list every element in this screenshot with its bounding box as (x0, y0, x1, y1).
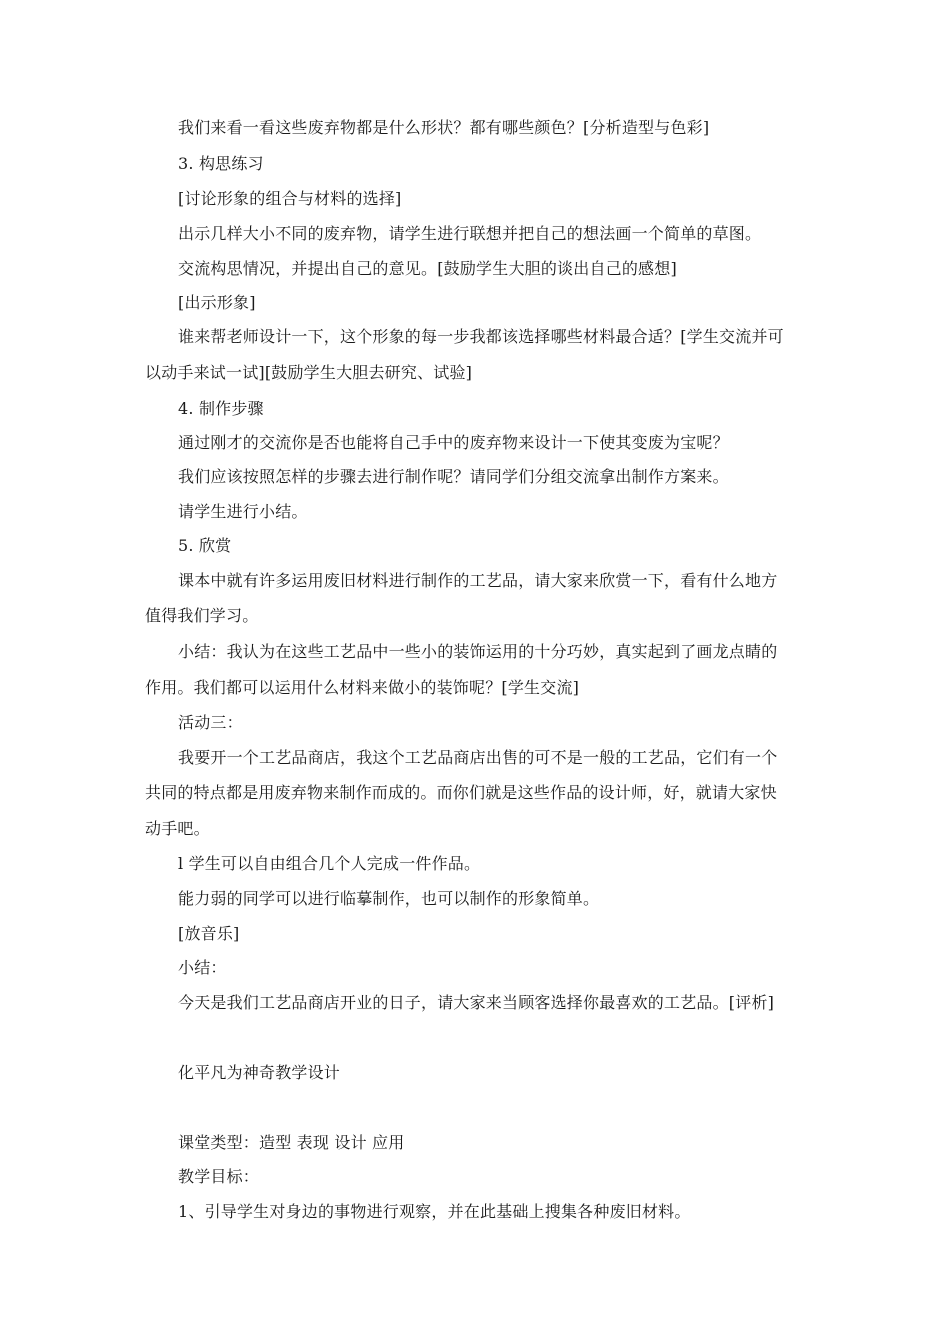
paragraph-line: 我们来看一看这些废弃物都是什么形状？都有哪些颜色？[分析造型与色彩] (178, 118, 710, 137)
paragraph-line: 能力弱的同学可以进行临摹制作，也可以制作的形象简单。 (178, 889, 600, 908)
paragraph-line: 出示几样大小不同的废弃物，请学生进行联想并把自己的想法画一个简单的草图。 (178, 224, 762, 243)
paragraph-line: 课堂类型：造型 表现 设计 应用 (178, 1133, 405, 1152)
paragraph-line: 以动手来试一试][鼓励学生大胆去研究、试验] (145, 363, 473, 382)
paragraph-line: 我要开一个工艺品商店，我这个工艺品商店出售的可不是一般的工艺品，它们有一个 (178, 748, 778, 767)
section-heading: 5. 欣赏 (178, 536, 232, 555)
paragraph-line: 小结：我认为在这些工艺品中一些小的装饰运用的十分巧妙，真实起到了画龙点睛的 (178, 642, 778, 661)
paragraph-line: [讨论形象的组合与材料的选择] (178, 189, 402, 208)
paragraph-line: [出示形象] (178, 293, 256, 312)
section-heading: 3. 构思练习 (178, 154, 264, 173)
paragraph-line: 1、引导学生对身边的事物进行观察，并在此基础上搜集各种废旧材料。 (178, 1202, 691, 1221)
paragraph-line: 小结： (178, 958, 227, 977)
paragraph-line: 今天是我们工艺品商店开业的日子，请大家来当顾客选择你最喜欢的工艺品。[评析] (178, 993, 775, 1012)
document-title: 化平凡为神奇教学设计 (178, 1063, 341, 1082)
paragraph-line: 共同的特点都是用废弃物来制作而成的。而你们就是这些作品的设计师，好，就请大家快 (145, 783, 777, 802)
paragraph-line: 通过刚才的交流你是否也能将自己手中的废弃物来设计一下使其变废为宝呢？ (178, 433, 729, 452)
paragraph-line: 值得我们学习。 (145, 606, 259, 625)
paragraph-line: 作用。我们都可以运用什么材料来做小的装饰呢？[学生交流] (145, 678, 580, 697)
paragraph-line: [放音乐] (178, 924, 240, 943)
paragraph-line: 教学目标： (178, 1167, 260, 1186)
paragraph-line: 动手吧。 (145, 819, 210, 838)
paragraph-line: 谁来帮老师设计一下，这个形象的每一步我都该选择哪些材料最合适？[学生交流并可 (178, 327, 784, 346)
paragraph-line: l 学生可以自由组合几个人完成一件作品。 (178, 854, 481, 873)
section-heading: 4. 制作步骤 (178, 399, 264, 418)
paragraph-line: 交流构思情况，并提出自己的意见。[鼓励学生大胆的谈出自己的感想] (178, 259, 677, 278)
paragraph-line: 活动三： (178, 713, 243, 732)
paragraph-line: 我们应该按照怎样的步骤去进行制作呢？请同学们分组交流拿出制作方案来。 (178, 467, 729, 486)
paragraph-line: 请学生进行小结。 (178, 502, 308, 521)
paragraph-line: 课本中就有许多运用废旧材料进行制作的工艺品，请大家来欣赏一下，看有什么地方 (178, 571, 778, 590)
